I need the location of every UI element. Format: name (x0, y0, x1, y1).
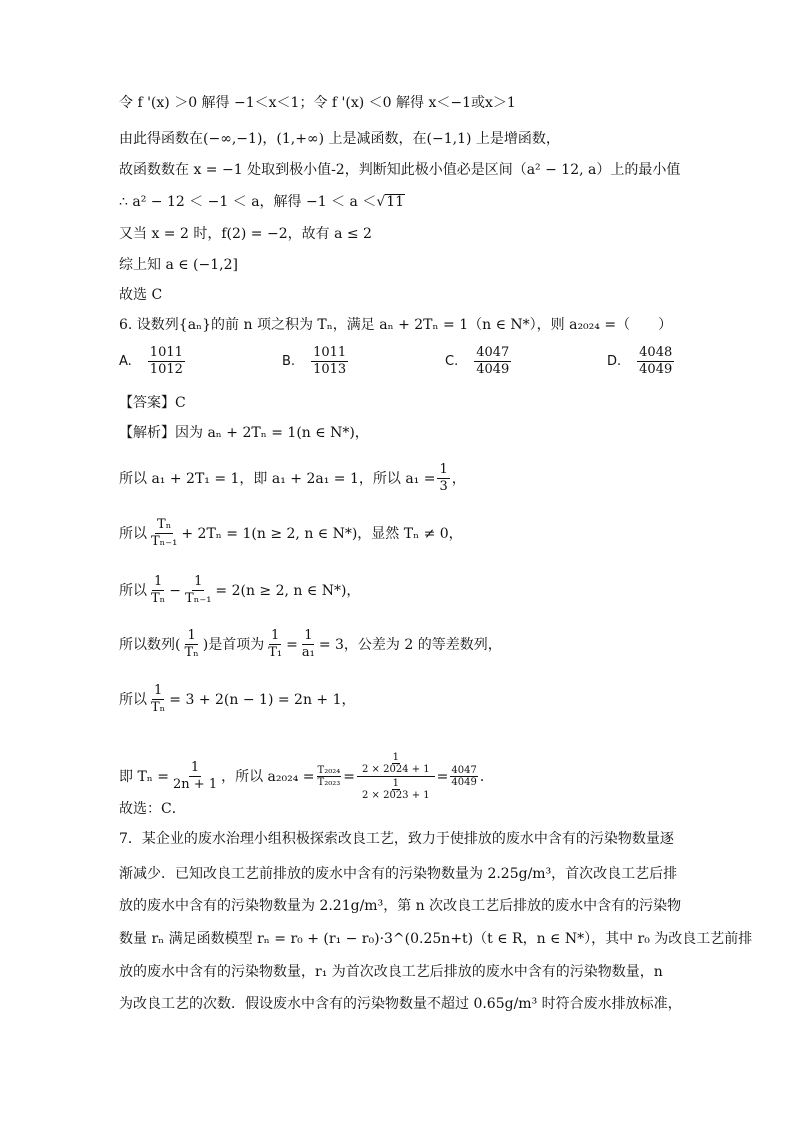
analysis-head: 【解析】因为 aₙ + 2Tₙ = 1(n ∈ N*)， (119, 425, 369, 441)
fraction: $\frac{1011}{1012}$ (149, 345, 183, 378)
option-label: D. (607, 354, 622, 370)
compound-fraction (357, 752, 435, 801)
text-line: 放的废水中含有的污染物数量，r₁ 为首次改良工艺后排放的废水中含有的污染物数量，n (119, 964, 663, 980)
question-7: 7．某企业的废水治理小组积极探索改良工艺，致力于使排放的废水中含有的污染物数量逐 (119, 831, 674, 847)
text-line: 渐减少．已知改良工艺前排放的废水中含有的污染物数量为 2.25g/m³，首次改良工艺后排 (119, 866, 678, 882)
text-line: 数量 rₙ 满足函数模型 rₙ = r₀ + (r₁ − r₀)·3^(0.25n+t)（t ∈ R，n ∈ N*），其中 r₀ 为改良工艺前排 (119, 931, 753, 947)
text-line: ∴ a² − 12 ＜ −1 ＜ a，解得 −1 ＜ a ＜ √ 11 (119, 193, 405, 210)
option-c[interactable] (445, 346, 513, 378)
fraction: $\frac{1}{2n + 1}$ (173, 759, 218, 792)
option-b[interactable] (282, 346, 350, 378)
text-line: 令 f '(x) ＞0 解得 −1＜x＜1；令 f '(x) ＜0 解得 x＜−1或x＞1 (119, 95, 516, 111)
option-d[interactable] (607, 346, 676, 378)
fraction: $\frac{1}{2 \times 2023 + 1}$ (362, 778, 430, 801)
fraction: $\frac{4047}{4049}$ (451, 765, 477, 788)
fraction: $\frac{1}{\text{Tₙ₋₁}}$ (185, 574, 212, 607)
fraction: $\frac{1}{\text{Tₙ}}$ (184, 628, 199, 661)
fraction: $\frac{4047}{4049}$ (476, 345, 510, 378)
fraction: $\frac{1}{\text{Tₙ}}$ (151, 574, 166, 607)
text-line: 放的废水中含有的污染物数量为 2.21g/m³，第 n 次改良工艺后排放的废水中含有的污染物 (119, 898, 682, 914)
fraction: $\frac{1}{3}$ (439, 462, 448, 495)
fraction: $\frac{1}{2 \times 2024 + 1}$ (362, 752, 430, 775)
text-line: 故选 C (119, 287, 163, 303)
solution-step-5: 所以 $\frac{1}{\text{Tₙ}}$ = 3 + 2(n − 1) = 2n + 1， (119, 683, 356, 716)
option-a[interactable] (119, 346, 187, 378)
text-line: 为改良工艺的次数．假设废水中含有的污染物数量不超过 0.65g/m³ 时符合废水排放标准， (119, 996, 682, 1012)
sqrt-expression: √ 11 (376, 194, 405, 210)
solution-step-1: 所以 a₁ + 2T₁ = 1，即 a₁ + 2a₁ = 1，所以 a₁ = $\frac{1}{3}$ ， (119, 462, 466, 495)
text-line: 综上知 a ∈ (−1,2] (119, 257, 238, 273)
fraction: $\frac{1}{\text{Tₙ}}$ (151, 683, 166, 716)
fraction: $\frac{4048}{4049}$ (639, 345, 673, 378)
fraction: $\frac{\text{Tₙ}}{\text{Tₙ₋₁}}$ (151, 517, 178, 550)
solution-step-4: 所以数列 ( $\frac{1}{\text{Tₙ}}$ ) 是首项为 $\frac{1}{\text{T₁}}$ = $\frac{1}{\text{a₁}}$ = 3，公差为 2 的等差数列， (119, 628, 502, 661)
text-line: 由此得函数在(−∞,−1)，(1,+∞) 上是减函数，在(−1,1) 上是增函数， (119, 131, 560, 147)
text-line: 故函数数在 x = −1 处取到极小值-2，判断知此极小值必是区间（a² − 12, a）上的最小值 (119, 162, 681, 178)
question-6: 6. 设数列{aₙ}的前 n 项之积为 Tₙ，满足 aₙ + 2Tₙ = 1（n ∈ N*），则 a₂₀₂₄ =（ ） (119, 317, 673, 333)
option-label: C. (445, 354, 459, 370)
solution-step-6: 即 Tₙ = $\frac{1}{2n + 1}$ ，所以 a₂₀₂₄ = $\frac{\text{T₂₀₂₄}}{\text{T₂₀₂₃}}$ = $\frac{\frac{1}{2 \times 2024 + 1}}{\frac{1}{2 \times 2023 + 1}}$ = $\frac{4047}{4049}$ ． (119, 752, 494, 801)
solution-step-3: 所以 $\frac{1}{\text{Tₙ}}$ − $\frac{1}{\text{Tₙ₋₁}}$ = 2(n ≥ 2, n ∈ N*)， (119, 574, 361, 607)
option-label: B. (282, 354, 296, 370)
fraction: $\frac{1}{\text{a₁}}$ (301, 628, 315, 661)
fraction: $\frac{1011}{1013}$ (313, 345, 347, 378)
text-line: 又当 x = 2 时，f(2) = −2，故有 a ≤ 2 (119, 226, 372, 242)
fraction: $\frac{\text{T₂₀₂₄}}{\text{T₂₀₂₃}}$ (317, 765, 341, 788)
answer-label: 【答案】C (119, 395, 186, 411)
text-line: 故选：C． (119, 801, 186, 817)
solution-step-2: 所以 $\frac{\text{Tₙ}}{\text{Tₙ₋₁}}$ + 2Tₙ = 1(n ≥ 2, n ∈ N*)，显然 Tₙ ≠ 0， (119, 517, 463, 550)
fraction: $\frac{1}{\text{T₁}}$ (268, 628, 283, 661)
option-label: A. (119, 354, 132, 370)
